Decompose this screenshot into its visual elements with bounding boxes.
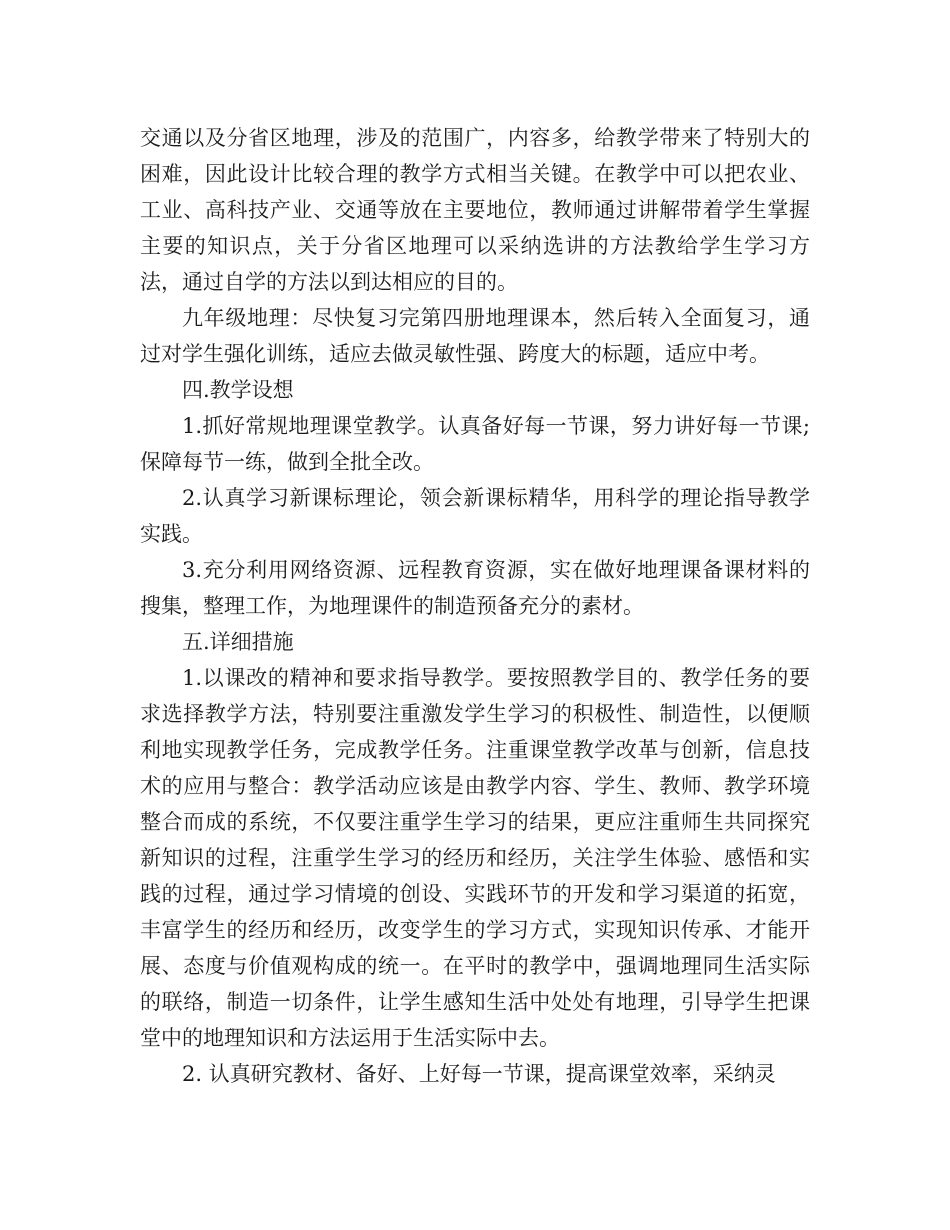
list-item-2: 2.认真学习新课标理论，领会新课标精华，用科学的理论指导教学实践。 (140, 486, 810, 546)
paragraph-intro-continued: 交通以及分省区地理，涉及的范围广，内容多，给教学带来了特别大的困难，因此设计比较合理的教学方式相当关键。在教学中可以把农业、工业、高科技产业、交通等放在主要地位，教师通过讲解带着学生掌握主要的知识点，关于分省区地理可以采纳选讲的方法教给学生学习方法，通过自学的方法以到达相应的目的。 (140, 126, 810, 294)
list-item-1: 1.抓好常规地理课堂教学。认真备好每一节课，努力讲好每一节课;保障每节一练，做到全批全改。 (140, 414, 810, 474)
paragraph-grade-nine: 九年级地理：尽快复习完第四册地理课本，然后转入全面复习，通过对学生强化训练，适应去做灵敏性强、跨度大的标题，适应中考。 (140, 306, 810, 366)
document-body (140, 120, 810, 1092)
section-heading-teaching-ideas: 四.教学设想 (182, 378, 294, 402)
measure-item-1: 1.以课改的精神和要求指导教学。要按照教学目的、教学任务的要求选择教学方法，特别要注重激发学生学习的积极性、制造性，以便顺利地实现教学任务，完成教学任务。注重课堂教学改革与创新，信息技术的应用与整合：教学活动应该是由教学内容、学生、教师、教学环境整合而成的系统，不仅要注重学生学习的结果，更应注重师生共同探究新知识的过程，注重学生学习的经历和经历，关注学生体验、感悟和实践的过程，通过学习情境的创设、实践环节的开发和学习渠道的拓宽，丰富学生的经历和经历，改变学生的学习方式，实现知识传承、才能开展、态度与价值观构成的统一。在平时的教学中，强调地理同生活实际的联络，制造一切条件，让学生感知生活中处处有地理，引导学生把课堂中的地理知识和方法运用于生活实际中去。 (140, 666, 810, 1050)
section-heading-measures: 五.详细措施 (182, 630, 294, 654)
measure-item-2: 2. 认真研究教材、备好、上好每一节课，提高课堂效率，采纳灵 (182, 1062, 776, 1086)
list-item-3: 3.充分利用网络资源、远程教育资源，实在做好地理课备课材料的搜集，整理工作，为地理课件的制造预备充分的素材。 (140, 558, 810, 618)
